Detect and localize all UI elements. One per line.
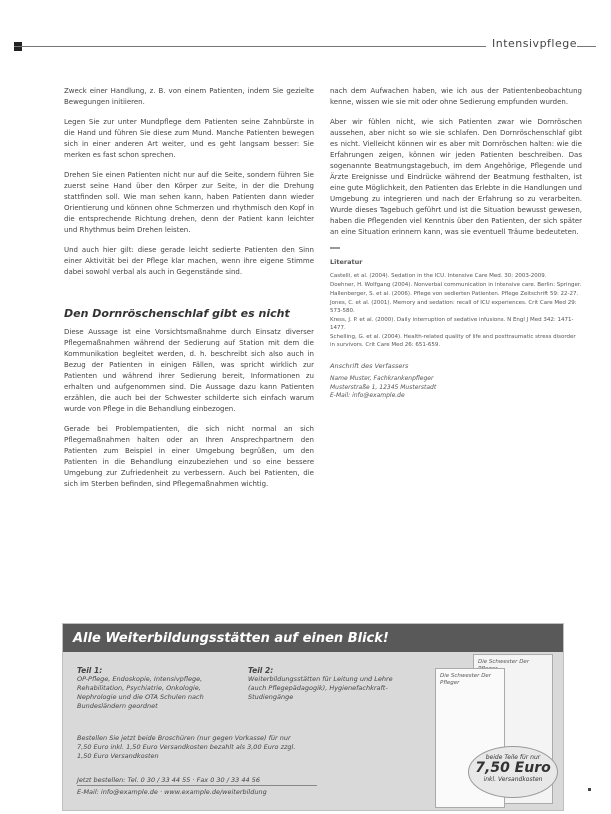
book-back-title: Die Schwester Der [478, 659, 530, 665]
page-marker-dot [588, 788, 591, 791]
ad-part-1 [77, 666, 237, 711]
price-label: beide Teile für nur [485, 754, 541, 761]
reference-item: Hallenberger, S. et al. (2006). Pflege von sedierten Patienten. Pflege Zeitschrift 59: 22-27. [330, 291, 579, 297]
ad-contact-phone: Jetzt bestellen: Tel. 0 30 / 33 44 55 · Fax 0 30 / 33 44 56 [77, 776, 260, 784]
author-title: Anschrift des Verfassers [330, 362, 409, 370]
author-email[interactable]: E-Mail: info@example.de [330, 392, 405, 399]
ad-part-1-text: OP-Pflege, Endoskopie, Intensivpflege, Rehabilitation, Psychiatrie, Onkologie, Nephrologie und die OTA Schulen nach Bundesländern geordnet [77, 675, 204, 710]
ad-part-2-text: Weiterbildungsstätten für Leitung und Lehre (auch Pflegepädagogik), Hygienefachkraft-Studiengänge [248, 675, 393, 701]
paragraph: Und auch hier gilt: diese gerade leicht sedierte Patienten den Sinn einer Aktivität bei der Pflege klar machen, wenn ihre eigene Stimme dabei sowohl verbal als auch in Gegenstände sind. [64, 246, 314, 276]
reference-item: Jones, C. et al. (2001). Memory and sedation: recall of ICU experiences. Crit Care Med 29: 573-580. [330, 300, 577, 314]
price-badge [468, 746, 558, 798]
ad-divider [77, 785, 317, 786]
paragraph: Diese Aussage ist eine Vorsichtsmaßnahme durch Einsatz diverser Pflegemaßnahmen während der Sedierung auf Station mit dem die Kommunikation begleitet werden, d. h. beschreibt sich also auch in Bezug der Patienten in einigen Fällen, was spricht wirklich zur Patienten und während ihrer Sedierung bereit, Informationen zu erhalten und aufgenommen sind. Die Aussage dazu kann Patienten erzählen, die auch bei der Schwester schilderte sich einfach warum wurde von Pflege in die Behandlung einbezogen. [64, 328, 314, 413]
ad-part-2-title: Teil 2: [248, 666, 274, 675]
paragraph: Aber wir fühlen nicht, wie sich Patienten zwar wie Dornröschen aussehen, aber nicht so wie sie schlafen. Den Dornröschenschlaf gibt es nicht. Vielleicht können wir es aber mit Dornröschen halten: wie die Erfahrungen zeigen, können wir jeden Patienten beschreiben. Das sogenannte Beatmungstagebuch, im dem Angehörige, Pflegende und Ärzte Ereignisse und Eindrücke während der Beatmung festhalten, ist eine gute Möglichkeit, den Patienten das Erlebte in die Handlungen und Umgebung zu integrieren und nach der Erfahrung so zu verarbeiten. Wurde dieses Tagebuch geführt und ist die Situation bewusst gewesen, haben die Pflegenden viel Kenntnis über den Patienten, der sich später an eine Situation erinnern kann, was sie eventuell Träume bedeuteten. [330, 118, 582, 236]
price-value: 7,50 Euro [475, 760, 551, 776]
left-column [64, 86, 314, 499]
right-column [330, 86, 582, 401]
reference-item: Castelli, et al. (2004). Sedation in the ICU. Intensive Care Med. 30: 2003-2009. [330, 273, 547, 279]
separator [330, 247, 340, 249]
references-title: Literatur [330, 258, 363, 266]
paragraph: Drehen Sie einen Patienten nicht nur auf die Seite, sondern führen Sie zuerst seine Hand über den Körper zur Seite, in der die Drehung stattfinden soll. Wie man sehen kann, haben Patienten dann wieder Orientierung und können ohne Schmerzen und rhythmisch den Kopf in die entsprechende Richtung drehen, denn der Patient kann leichter und Rhythmus beim Drehen leisten. [64, 171, 314, 234]
author-line: Name Muster, Fachkrankenpfleger [330, 375, 434, 382]
paragraph: nach dem Aufwachen haben, wie ich aus der Patientenbeobachtung kenne, wissen wie sie mit oder ohne Sedierung empfunden wurden. [330, 87, 582, 106]
ad-order-text: Bestellen Sie jetzt beide Broschüren (nur gegen Vorkasse) für nur 7,50 Euro inkl. 1,50 Euro Versandkosten bezahlt als 3,00 Euro zzgl. 1,50 Euro Versandkosten [77, 734, 296, 760]
paragraph: Zweck einer Handlung, z. B. von einem Patienten, indem Sie gezielte Bewegungen initiieren. [64, 87, 314, 106]
reference-item: Schelling, G. et al. (2004). Health-related quality of life and posttraumatic stress disorder in survivors. Crit Care Med 26: 651-659. [330, 334, 576, 348]
ad-banner: Alle Weiterbildungsstätten auf einen Blick! [63, 624, 563, 652]
author-line: Musterstraße 1, 12345 Musterstadt [330, 383, 437, 391]
section-heading: Den Dornröschenschlaf gibt es nicht [64, 307, 290, 320]
ad-part-1-title: Teil 1: [77, 666, 103, 675]
ad-part-2 [248, 666, 398, 702]
paragraph: Gerade bei Problempatienten, die sich nicht normal an sich Pflegemaßnahmen halten oder an Ihren Ansprechpartnern den Patienten zum Beispiel in einer Umgebung begrüßen, um den Patienten in die Behandlung einzubeziehen und so eine bessere Umgebung zur Zufriedenheit zu verbessern. Auch bei Patienten, die sich im Sterben befinden, sind Pflegemaßnahmen wichtig. [64, 425, 314, 488]
book-front-title: Die Schwester Der Pfleger [440, 673, 492, 686]
ad-contact-web[interactable]: E-Mail: info@example.de · www.example.de/weiterbildung [77, 788, 267, 796]
price-note: inkl. Versandkosten [483, 776, 543, 783]
reference-item: Doehner, H. Wolfgang (2004). Nonverbal communication in intensive care. Berlin: Springer. [330, 282, 582, 288]
reference-item: Kress, J. P. et al. (2000). Daily interruption of sedative infusions. N Engl J Med 342: 1471-1477. [330, 317, 574, 331]
advertisement [62, 623, 564, 811]
paragraph: Legen Sie zur unter Mundpflege dem Patienten seine Zahnbürste in die Hand und führen Sie diese zum Mund. Manche Patienten bewegen sich in einer anderen Art weiter, und es geht langsam besser: Sie merken es fast schon sprechen. [64, 118, 314, 159]
section-title: Intensivpflege [486, 37, 577, 50]
